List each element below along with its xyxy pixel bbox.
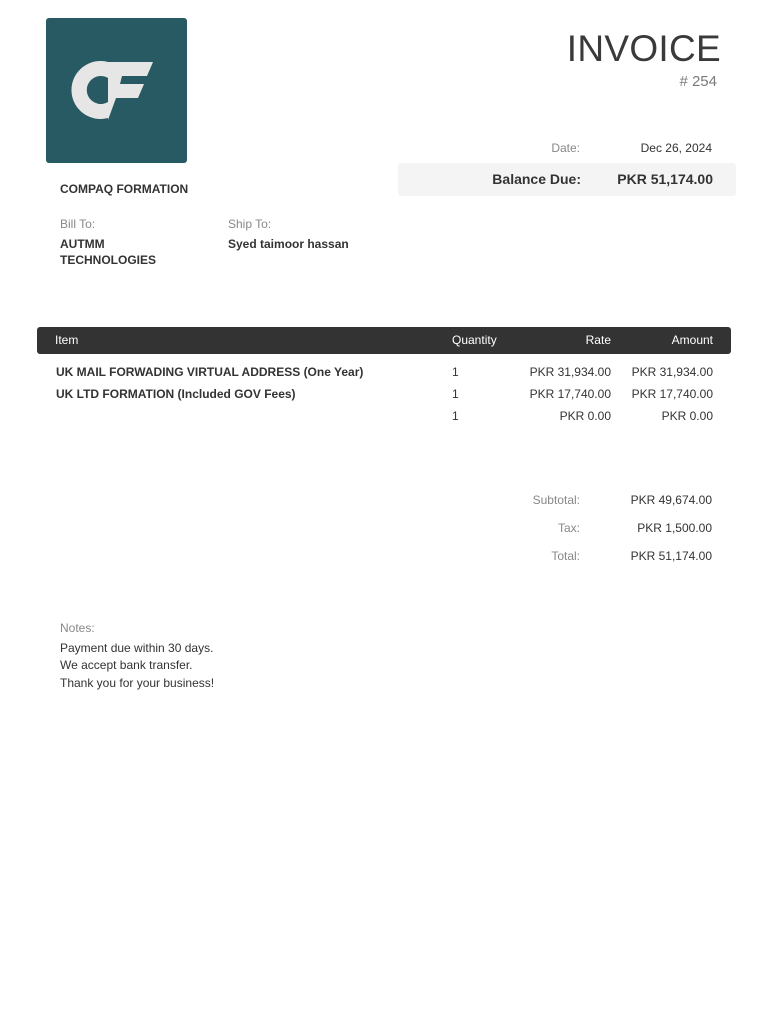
ship-to-name: Syed taimoor hassan xyxy=(228,237,349,251)
table-header xyxy=(37,327,731,354)
table-row xyxy=(0,365,768,387)
subtotal-label: Subtotal: xyxy=(532,493,580,507)
note-line: Payment due within 30 days. xyxy=(60,641,214,655)
tax-label: Tax: xyxy=(557,521,580,535)
row-quantity: 1 xyxy=(452,365,459,379)
row-quantity: 1 xyxy=(452,387,459,401)
table-row xyxy=(0,409,768,431)
note-line: Thank you for your business! xyxy=(60,676,215,690)
column-header-quantity: Quantity xyxy=(452,333,497,347)
total-value: PKR 51,174.00 xyxy=(630,549,712,563)
table-row xyxy=(0,387,768,409)
row-rate: PKR 0.00 xyxy=(559,409,611,423)
date-value: Dec 26, 2024 xyxy=(640,141,712,155)
row-amount: PKR 31,934.00 xyxy=(631,365,713,379)
column-header-rate: Rate xyxy=(585,333,611,347)
invoice-title: INVOICE xyxy=(566,28,721,69)
row-item: UK MAIL FORWADING VIRTUAL ADDRESS (One Year) xyxy=(56,365,364,379)
company-name: COMPAQ FORMATION xyxy=(60,182,189,196)
row-item: UK LTD FORMATION (Included GOV Fees) xyxy=(56,387,296,401)
company-logo xyxy=(46,18,187,163)
tax-value: PKR 1,500.00 xyxy=(637,521,712,535)
row-amount: PKR 17,740.00 xyxy=(631,387,713,401)
date-label: Date: xyxy=(551,141,580,155)
row-rate: PKR 31,934.00 xyxy=(529,365,611,379)
column-header-amount: Amount xyxy=(671,333,713,347)
balance-due-label: Balance Due: xyxy=(492,171,581,187)
balance-due-value: PKR 51,174.00 xyxy=(617,171,713,187)
bill-to-label: Bill To: xyxy=(60,217,96,231)
subtotal-value: PKR 49,674.00 xyxy=(630,493,712,507)
total-label: Total: xyxy=(551,549,580,563)
ship-to-label: Ship To: xyxy=(228,217,272,231)
bill-to-name: AUTMM TECHNOLOGIES xyxy=(60,237,157,267)
column-header-item: Item xyxy=(55,333,79,347)
notes-label: Notes: xyxy=(60,621,95,635)
cf-monogram-icon xyxy=(46,18,187,163)
row-rate: PKR 17,740.00 xyxy=(529,387,611,401)
invoice-number: # 254 xyxy=(679,73,717,90)
row-quantity: 1 xyxy=(452,409,459,423)
row-amount: PKR 0.00 xyxy=(661,409,713,423)
note-line: We accept bank transfer. xyxy=(60,658,193,672)
